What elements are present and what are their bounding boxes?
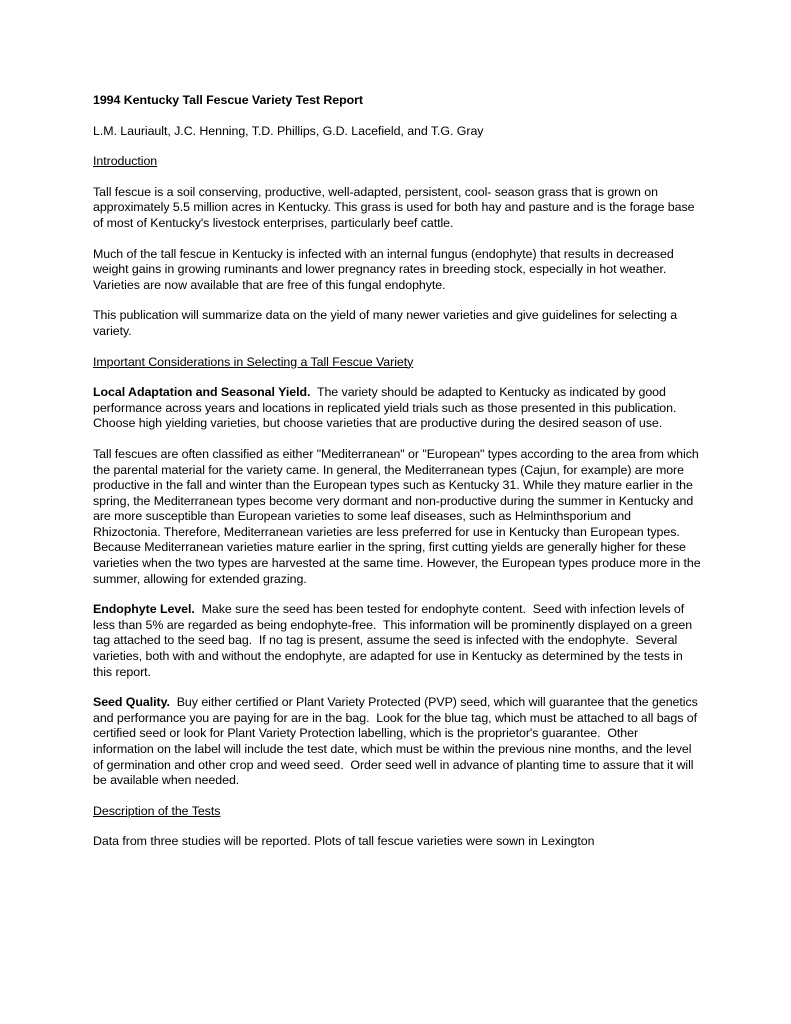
introduction-paragraph-1: Tall fescue is a soil conserving, productive, well-adapted, persistent, cool- season grass that is grown on approximately 5.5 million acres in Kentucky. This grass is used for both hay and pasture and is the forage base of most of Kentucky's livestock enterprises, particularly beef cattle.: [93, 184, 695, 230]
fescue-types-paragraph: Tall fescues are often classified as either "Mediterranean" or "European" types according to the area from which the parental material for the variety came. In general, the Mediterranean types (Cajun, for example) are more productive in the fall and winter than the European types such as Kentucky 31. While they mature earlier in the spring, the Mediterranean types become very dormant and non-productive during the summer in Kentucky and are more susceptible than European varieties to some leaf diseases, such as Helminthsporium and Rhizoctonia. Therefore, Mediterranean varieties are less preferred for use in Kentucky than European types. Because Mediterranean varieties mature earlier in the spring, first cutting yields are generally higher for these varieties when the two types are harvested at the same time. However, the European types produce more in the summer, allowing for extended grazing.: [93, 446, 701, 586]
seed-quality-paragraph: [93, 695, 701, 789]
seed-quality-lead: Seed Quality.: [93, 695, 170, 710]
considerations-heading: Important Considerations in Selecting a Tall Fescue Variety: [93, 354, 414, 369]
document-title: 1994 Kentucky Tall Fescue Variety Test Report: [93, 93, 363, 107]
local-adaptation-paragraph: [93, 385, 701, 432]
tests-paragraph: Data from three studies will be reported. Plots of tall fescue varieties were sown in Lexington: [93, 834, 595, 849]
document-authors: L.M. Lauriault, J.C. Henning, T.D. Phillips, G.D. Lacefield, and T.G. Gray: [93, 123, 484, 138]
endophyte-text: Make sure the seed has been tested for endophyte content. Seed with infection levels of less than 5% are regarded as being endophyte-free. This information will be prominently displayed on a green tag attached to the seed bag. If no tag is present, assume the seed is infected with the endophyte. Several varieties, both with and without the endophyte, are adapted for use in Kentucky as determined by the tests in this report.: [93, 602, 696, 679]
endophyte-lead: Endophyte Level.: [93, 602, 195, 617]
endophyte-paragraph: [93, 602, 701, 680]
document-page: [93, 93, 701, 865]
introduction-paragraph-2: Much of the tall fescue in Kentucky is infected with an internal fungus (endophyte) that results in decreased weight gains in growing ruminants and lower pregnancy rates in breeding stock, especially in hot weather. Varieties are now available that are free of this fungal endophyte.: [93, 246, 674, 292]
introduction-paragraph-3: This publication will summarize data on the yield of many newer varieties and give guidelines for selecting a variety.: [93, 308, 678, 338]
introduction-heading: Introduction: [93, 154, 158, 169]
seed-quality-text: Buy either certified or Plant Variety Protected (PVP) seed, which will guarantee that the genetics and performance you are paying for are in the bag. Look for the blue tag, which must be attached to all bags of certified seed or look for Plant Variety Protection labelling, which is the proprietor's guarantee. Other information on the label will include the test date, which must be within the previous nine months, and the level of germination and other crop and weed seed. Order seed well in advance of planting time to assure that it will be available when needed.: [93, 695, 702, 788]
local-adaptation-lead: Local Adaptation and Seasonal Yield.: [93, 385, 311, 400]
tests-heading: Description of the Tests: [93, 803, 221, 818]
local-adaptation-text: The variety should be adapted to Kentucky as indicated by good performance across years and locations in replicated yield trials such as those presented in this publication. Choose high yielding varieties, but choose varieties that are productive during the desired season of use.: [93, 385, 684, 431]
